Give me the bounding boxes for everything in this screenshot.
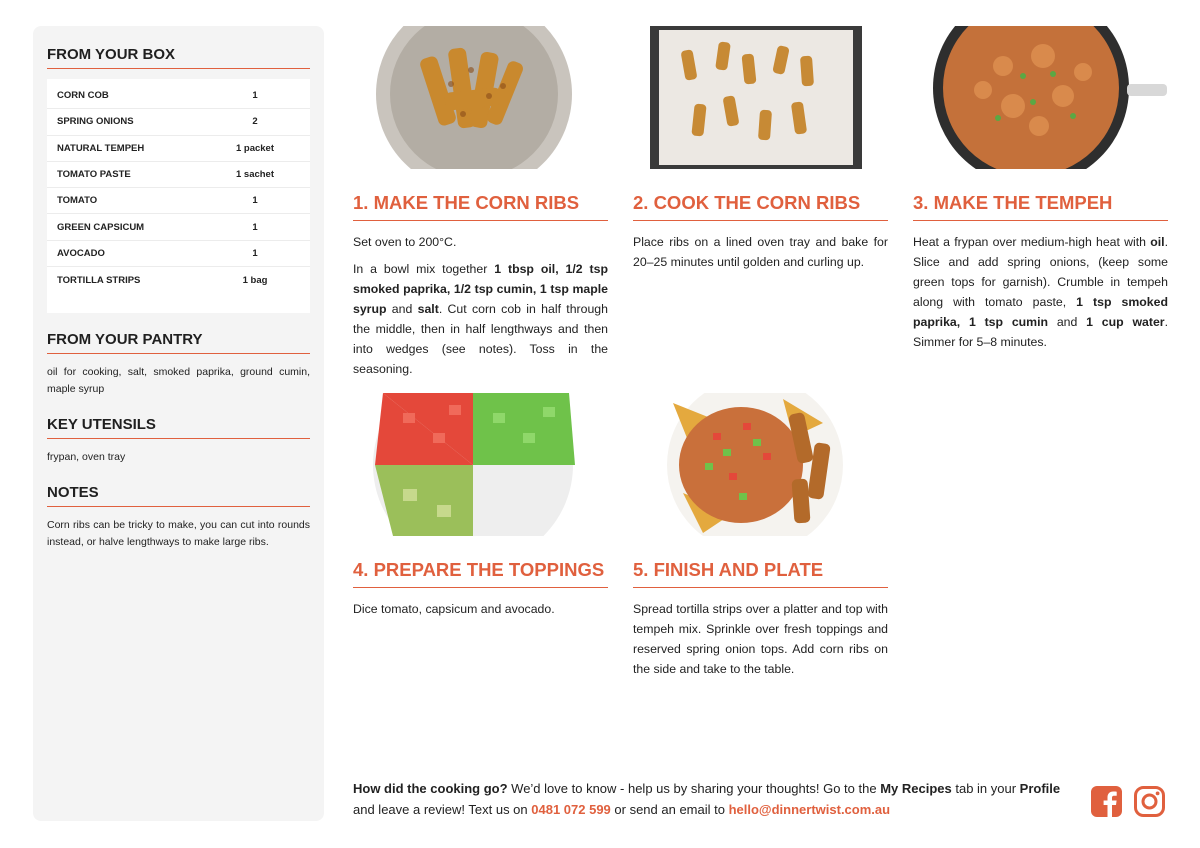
step-text: Set oven to 200°C.	[353, 235, 457, 249]
bold-run: oil	[1150, 235, 1165, 249]
ingredient-row	[47, 109, 310, 135]
feedback-footer	[353, 778, 1073, 820]
instagram-icon[interactable]	[1134, 786, 1165, 817]
tempeh-pan-image	[913, 26, 1168, 169]
text-run: . Cut corn cob in half through the middle, then in half lengthways and then into wedges (see notes). Toss in the seasoning.	[353, 302, 608, 376]
utensils-text: frypan, oven tray	[47, 451, 126, 464]
step-title: 4. PREPARE THE TOPPINGS	[353, 559, 608, 588]
step-title: 5. FINISH AND PLATE	[633, 559, 888, 588]
toppings-plate-image	[353, 393, 608, 536]
step-body	[913, 232, 1168, 352]
text-run: In a bowl mix together	[353, 262, 495, 276]
ingredients-sidebar	[33, 26, 324, 821]
ingredient-qty: 1	[252, 90, 258, 102]
ingredient-qty: 1 packet	[235, 142, 275, 154]
phone-number[interactable]: 0481 072 599	[531, 802, 611, 817]
step-title: 1. MAKE THE CORN RIBS	[353, 192, 608, 221]
ingredient-name: SPRING ONIONS	[57, 116, 134, 128]
pantry-heading: FROM YOUR PANTRY	[47, 331, 310, 354]
step-body	[353, 232, 608, 379]
step-3	[913, 26, 1168, 359]
text-run: Heat a frypan over medium-high heat with	[913, 235, 1151, 249]
ingredient-name: AVOCADO	[57, 247, 105, 259]
ingredient-name: TOMATO	[57, 195, 98, 207]
text-run: . Simmer for 5–8 minutes.	[913, 315, 1168, 349]
ingredient-name: NATURAL TEMPEH	[57, 142, 145, 154]
ingredient-row	[47, 83, 310, 109]
step-2	[633, 26, 888, 279]
step-1	[353, 26, 608, 386]
step-text	[913, 232, 1168, 352]
bold-run: 1 tbsp oil, 1/2 tsp smoked paprika, 1/2 tsp cumin, 1 tsp maple syrup	[353, 262, 609, 316]
ingredient-row	[47, 267, 310, 293]
ingredient-qty: 1	[252, 221, 258, 233]
ingredient-row	[47, 136, 310, 162]
step-title: 3. MAKE THE TEMPEH	[913, 192, 1168, 221]
pantry-text: oil for cooking, salt, smoked paprika, ground cumin, maple syrup	[47, 366, 310, 396]
bold-run: 1 cup water	[1086, 315, 1165, 329]
text-run: and	[386, 302, 418, 316]
box-heading: FROM YOUR BOX	[47, 46, 310, 69]
ingredient-qty: 1 bag	[242, 274, 268, 286]
step-5	[633, 393, 888, 686]
step-body	[353, 599, 608, 619]
ingredient-row	[47, 241, 310, 267]
profile-label: Profile	[1019, 781, 1061, 796]
notes-heading: NOTES	[47, 484, 310, 507]
step-text	[353, 259, 608, 379]
my-recipes-label: My Recipes	[880, 781, 952, 796]
ingredient-name: TORTILLA STRIPS	[57, 274, 141, 286]
step-text: Spread tortilla strips over a platter and top with tempeh mix. Sprinkle over fresh toppings and reserved spring onion tops. Add corn ribs on the side and take to the table.	[633, 602, 888, 676]
step-body	[633, 232, 888, 272]
ingredient-qty: 1 sachet	[235, 169, 275, 181]
email-link[interactable]: hello@dinnertwist.com.au	[728, 802, 891, 817]
ingredient-qty: 1	[252, 195, 258, 207]
utensils-heading: KEY UTENSILS	[47, 416, 310, 439]
bold-run: 1 tsp smoked paprika, 1 tsp cumin	[913, 295, 1168, 329]
ingredient-row	[47, 188, 310, 214]
footer-text: or send an email to	[610, 802, 729, 817]
corn-tray-image	[633, 26, 888, 169]
footer-text: tab in your	[951, 781, 1020, 796]
footer-question: How did the cooking go?	[353, 781, 508, 796]
step-4	[353, 393, 608, 626]
footer-text: and leave a review! Text us on	[353, 802, 532, 817]
ingredient-name: GREEN CAPSICUM	[57, 221, 145, 233]
step-body	[633, 599, 888, 679]
final-plate-image	[633, 393, 888, 536]
notes-text: Corn ribs can be tricky to make, you can cut into rounds instead, or halve lengthways to make large ribs.	[47, 519, 310, 549]
ingredient-qty: 1	[252, 247, 258, 259]
step-text: Dice tomato, capsicum and avocado.	[353, 602, 555, 616]
ingredient-name: CORN COB	[57, 90, 109, 102]
step-title: 2. COOK THE CORN RIBS	[633, 192, 888, 221]
footer-text: We’d love to know - help us by sharing your thoughts! Go to the	[507, 781, 881, 796]
text-run: and	[1048, 315, 1087, 329]
corn-bowl-image	[353, 26, 608, 169]
facebook-icon[interactable]	[1091, 786, 1122, 817]
text-run: . Slice and add spring onions, (keep some green tops for garnish). Crumble in tempeh along with tomato paste,	[913, 235, 1168, 309]
ingredient-row	[47, 162, 310, 188]
box-ingredients-table	[47, 79, 310, 313]
step-text: Place ribs on a lined oven tray and bake for 20–25 minutes until golden and curling up.	[633, 235, 888, 269]
ingredient-name: TOMATO PASTE	[57, 169, 131, 181]
ingredient-row	[47, 214, 310, 240]
bold-run: salt	[417, 302, 439, 316]
ingredient-qty: 2	[252, 116, 258, 128]
